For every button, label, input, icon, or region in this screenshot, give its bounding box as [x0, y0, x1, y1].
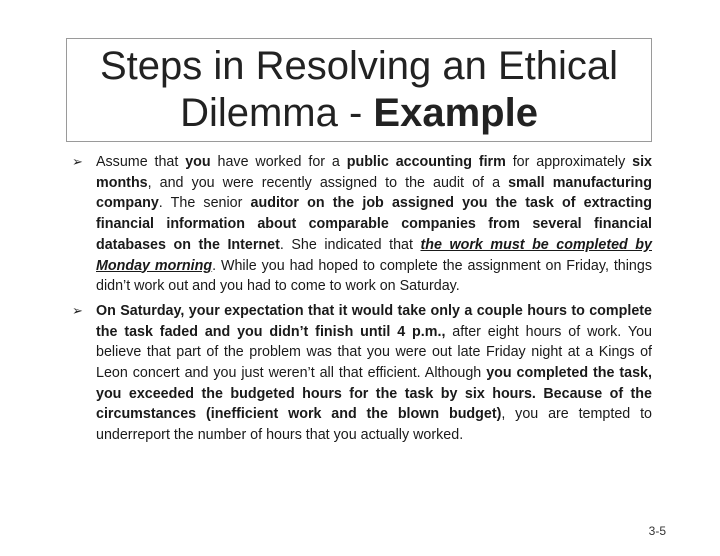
- bullet-item-1: [72, 152, 652, 297]
- page-number: 3-5: [648, 524, 666, 538]
- bullet-item-2: [72, 301, 652, 446]
- bullet1-bold-3: six months: [96, 154, 652, 191]
- bullet1-text-4: , and you were recently assigned to the audit of a: [147, 174, 509, 191]
- bullet1-text-7: . While you had hoped to complete the assignment on Friday, things didn’t work out and you had to come to work on Saturday.: [96, 257, 652, 295]
- bullet1-bold-5: auditor on the job assigned you the task of extracting financial information about comparable companies from several financial databases on the Internet: [96, 195, 652, 253]
- slide-title-line-2: [67, 90, 651, 137]
- slide-title-box: [66, 38, 652, 142]
- bullet1-text-1: Assume that: [96, 154, 186, 170]
- bullet2-bold-2: you completed the task, you exceeded the budgeted hours for the task by six hours. Because of the circumstances (inefficient work and the blown budget): [96, 365, 652, 423]
- bullet-arrow-icon: ➢: [72, 154, 83, 169]
- slide-title-line-1: Steps in Resolving an Ethical: [99, 44, 619, 88]
- bullet1-bold-1: you: [185, 154, 211, 170]
- bullet2-bold-1: On Saturday, your expectation that it would take only a couple hours to complete the task faded and you didn’t finish until 4 p.m.,: [96, 302, 652, 340]
- bullet1-text-6: . She indicated that: [279, 236, 421, 253]
- bullet-arrow-icon: ➢: [72, 302, 83, 318]
- bullet1-bold-2: public accounting firm: [346, 154, 506, 170]
- bullet1-text-5: . The senior: [158, 195, 251, 212]
- bullet2-text-1: after eight hours of work. You believe that part of the problem was that you were out late Friday night at a Kings of Leon concert and you just weren’t all that efficient. Although: [96, 323, 652, 382]
- title-plain-text: Dilemma -: [180, 91, 374, 135]
- bullet2-text-2: , you are tempted to underreport the number of hours that you actually worked.: [96, 406, 652, 444]
- bullet1-text-3: for approximately: [505, 154, 633, 170]
- title-bold-text: Example: [373, 91, 538, 135]
- bullet1-underlined-deadline: the work must be completed by Monday morning: [96, 236, 652, 274]
- bullet1-bold-4: small manufacturing company: [96, 174, 652, 212]
- bullet1-text-2: have worked for a: [210, 154, 347, 170]
- bullet-list: [72, 152, 652, 450]
